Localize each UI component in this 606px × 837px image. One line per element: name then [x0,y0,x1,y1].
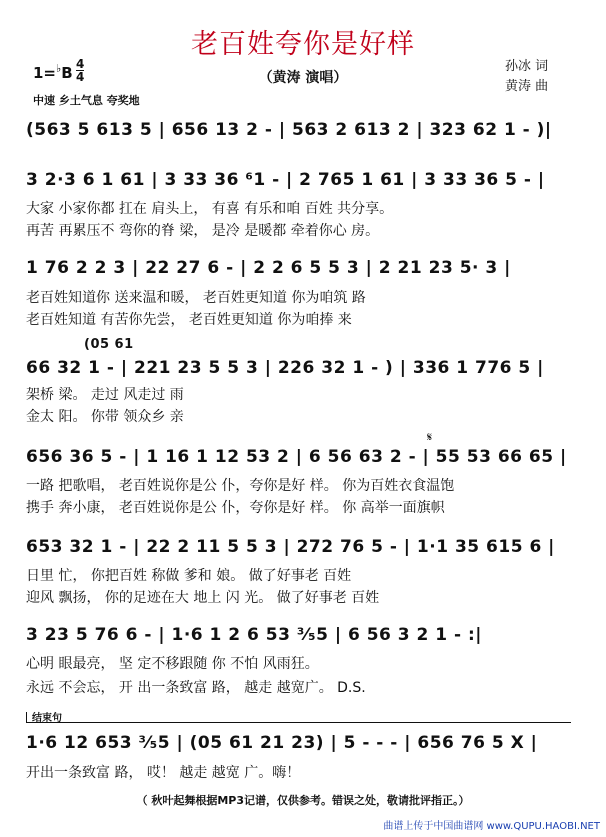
ending-label: 结束句 [32,713,62,724]
lyric-ending: 开出一条致富 路， 哎！ 越走 越宽 广。嗨！ [26,765,301,781]
notation-line: 656 36 5 - | 1 16 1 12 53 2 | 6 56 63 2 - | 55 53 66 65 | [26,447,567,467]
lyricist: 孙冰 词 [505,59,549,74]
lyric-verse-1: 日里 忙， 你把百姓 称做 爹和 娘。 做了好事老 百姓 [26,568,352,584]
lyric-verse-2: 携手 奔小康， 老百姓说你是公 仆，夸你是好 样。 你 高举一面旗帜 [26,500,445,516]
key-note: B [61,64,73,82]
footnote: （ 秋叶起舞根据MP3记谱，仅供参考。错误之处，敬请批评指正。） [136,794,470,807]
segno-sign: 𝄋 [427,430,433,444]
notation-line: 1 76 2 2 3 | 22 27 6 - | 2 2 6 5 5 3 | 2 21 23 5· 3 | [26,258,511,278]
notation-line: 1·6 12 653 ³⁄₅5 | (05 61 21 23) | 5 - - - | 656 76 5 X | [26,733,538,753]
composer: 黄涛 曲 [505,79,549,94]
notation-line: 3 23 5 76 6 - | 1·6 1 2 6 53 ³⁄₅5 | 6 56 3 2 1 - :| [26,625,482,645]
ending-bracket-left [26,712,27,722]
flat-sign: ♭ [56,62,62,75]
notation-line: 66 32 1 - | 221 23 5 5 3 | 226 32 1 - ) | 336 1 776 5 | [26,358,544,378]
meter-top: 4 [76,57,85,71]
ending-bracket [26,722,571,723]
tempo-marking: 中速 乡土气息 夸奖地 [33,94,140,107]
lyric-verse-2: 金太 阳。 你带 领众乡 亲 [26,409,184,425]
performer: （黄涛 演唱） [258,70,348,86]
notation-line: (563 5 613 5 | 656 13 2 - | 563 2 613 2 | 323 62 1 - )| [26,120,552,140]
lyric-verse-1: 一路 把歌唱， 老百姓说你是公 仆，夸你是好 样。 你为百姓衣食温饱 [26,478,455,494]
pickup-notes: (05 61 [84,337,134,352]
meter-bottom: 4 [76,70,85,84]
key-prefix: 1= [33,64,57,82]
notation-line: 3 2·3 6 1 61 | 3 33 36 ⁶1 - | 2 765 1 61 | 3 33 36 5 - | [26,170,545,190]
site-watermark: 曲谱上传于中国曲谱网 www.QUPU.HAOBI.NET [383,821,600,832]
notation-line: 653 32 1 - | 22 2 11 5 5 3 | 272 76 5 - | 1·1 35 615 6 | [26,537,555,557]
lyric-verse-1: 架桥 梁。 走过 风走过 雨 [26,387,184,403]
lyric-verse-1: 老百姓知道你 送来温和暖， 老百姓更知道 你为咱筑 路 [26,290,366,306]
lyric-verse-1: 大家 小家你都 扛在 肩头上， 有喜 有乐和咱 百姓 共分享。 [26,201,394,217]
lyric-verse-1: 心明 眼最亮， 坚 定不移跟随 你 不怕 风雨狂。 [26,656,319,672]
lyric-verse-2: 迎风 飘扬， 你的足迹在大 地上 闪 光。 做了好事老 百姓 [26,590,380,606]
lyric-verse-2: 再苦 再累压不 弯你的脊 梁， 是冷 是暖都 牵着你心 房。 [26,223,380,239]
lyric-verse-2: 永远 不会忘， 开 出一条致富 路， 越走 越宽广。 D.S. [26,680,366,696]
song-title: 老百姓夸你是好样 [191,29,415,60]
lyric-verse-2: 老百姓知道 有苦你先尝， 老百姓更知道 你为咱捧 来 [26,312,352,328]
